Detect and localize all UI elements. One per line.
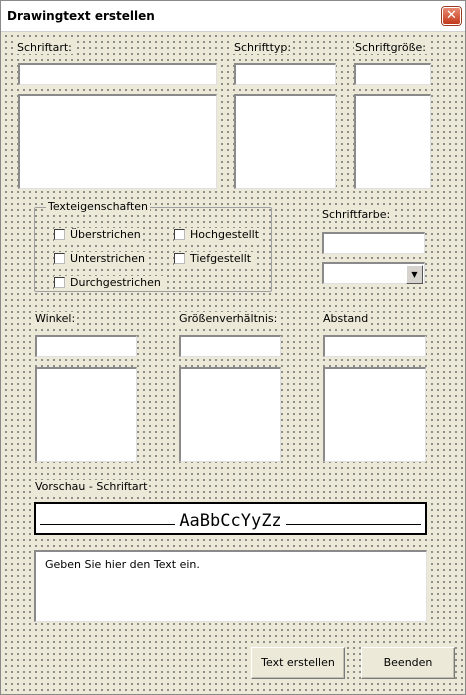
font-input[interactable]	[18, 63, 217, 85]
underline-checkbox[interactable]	[54, 252, 147, 265]
preview-label: Vorschau - Schriftart	[35, 480, 148, 493]
color-input[interactable]	[322, 232, 425, 254]
angle-label: Winkel:	[35, 312, 76, 325]
underline-label: Unterstrichen	[70, 252, 146, 265]
checkbox-box[interactable]	[54, 277, 65, 288]
angle-list[interactable]	[35, 367, 137, 462]
ratio-input[interactable]	[179, 335, 281, 357]
color-combobox[interactable]	[322, 262, 425, 284]
checkbox-box[interactable]	[54, 253, 65, 264]
exit-button[interactable]: Beenden	[361, 647, 455, 679]
text-input-area[interactable]	[34, 550, 427, 622]
checkbox-box[interactable]	[54, 229, 65, 240]
checkbox-box[interactable]	[174, 253, 185, 264]
size-input[interactable]	[354, 63, 431, 85]
text-properties-title: Texteigenschaften	[48, 200, 149, 213]
style-list[interactable]	[234, 94, 336, 189]
subscript-checkbox[interactable]	[174, 252, 253, 265]
font-label: Schriftart:	[17, 41, 72, 54]
text-input-value: Geben Sie hier den Text ein.	[45, 558, 200, 571]
overline-checkbox[interactable]	[54, 228, 143, 241]
superscript-checkbox[interactable]	[174, 228, 261, 241]
font-preview	[34, 502, 427, 535]
style-input[interactable]	[234, 63, 336, 85]
ratio-label: Größenverhältnis:	[179, 312, 278, 325]
strikethrough-checkbox[interactable]	[54, 276, 163, 289]
create-text-button[interactable]: Text erstellen	[251, 647, 345, 679]
chevron-down-icon[interactable]: ▼	[406, 265, 423, 284]
checkbox-box[interactable]	[174, 229, 185, 240]
size-list[interactable]	[354, 94, 431, 189]
title-bar	[1, 1, 465, 32]
strikethrough-label: Durchgestrichen	[70, 276, 161, 289]
window-title: Drawingtext erstellen	[7, 9, 155, 23]
size-label: Schriftgröße:	[355, 41, 426, 54]
style-label: Schrifttyp:	[234, 41, 292, 54]
spacing-list[interactable]	[323, 367, 426, 462]
close-icon: ✕	[446, 8, 457, 23]
font-list[interactable]	[18, 94, 217, 189]
angle-input[interactable]	[35, 335, 137, 357]
spacing-input[interactable]	[323, 335, 426, 357]
overline-label: Überstrichen	[70, 228, 141, 241]
superscript-label: Hochgestellt	[190, 228, 260, 241]
ratio-list[interactable]	[179, 367, 281, 462]
preview-sample-text: AaBbCcYyZz	[175, 511, 285, 531]
color-label: Schriftfarbe:	[322, 208, 391, 221]
subscript-label: Tiefgestellt	[190, 252, 252, 265]
spacing-label: Abstand	[323, 312, 369, 325]
close-button[interactable]	[442, 7, 461, 25]
